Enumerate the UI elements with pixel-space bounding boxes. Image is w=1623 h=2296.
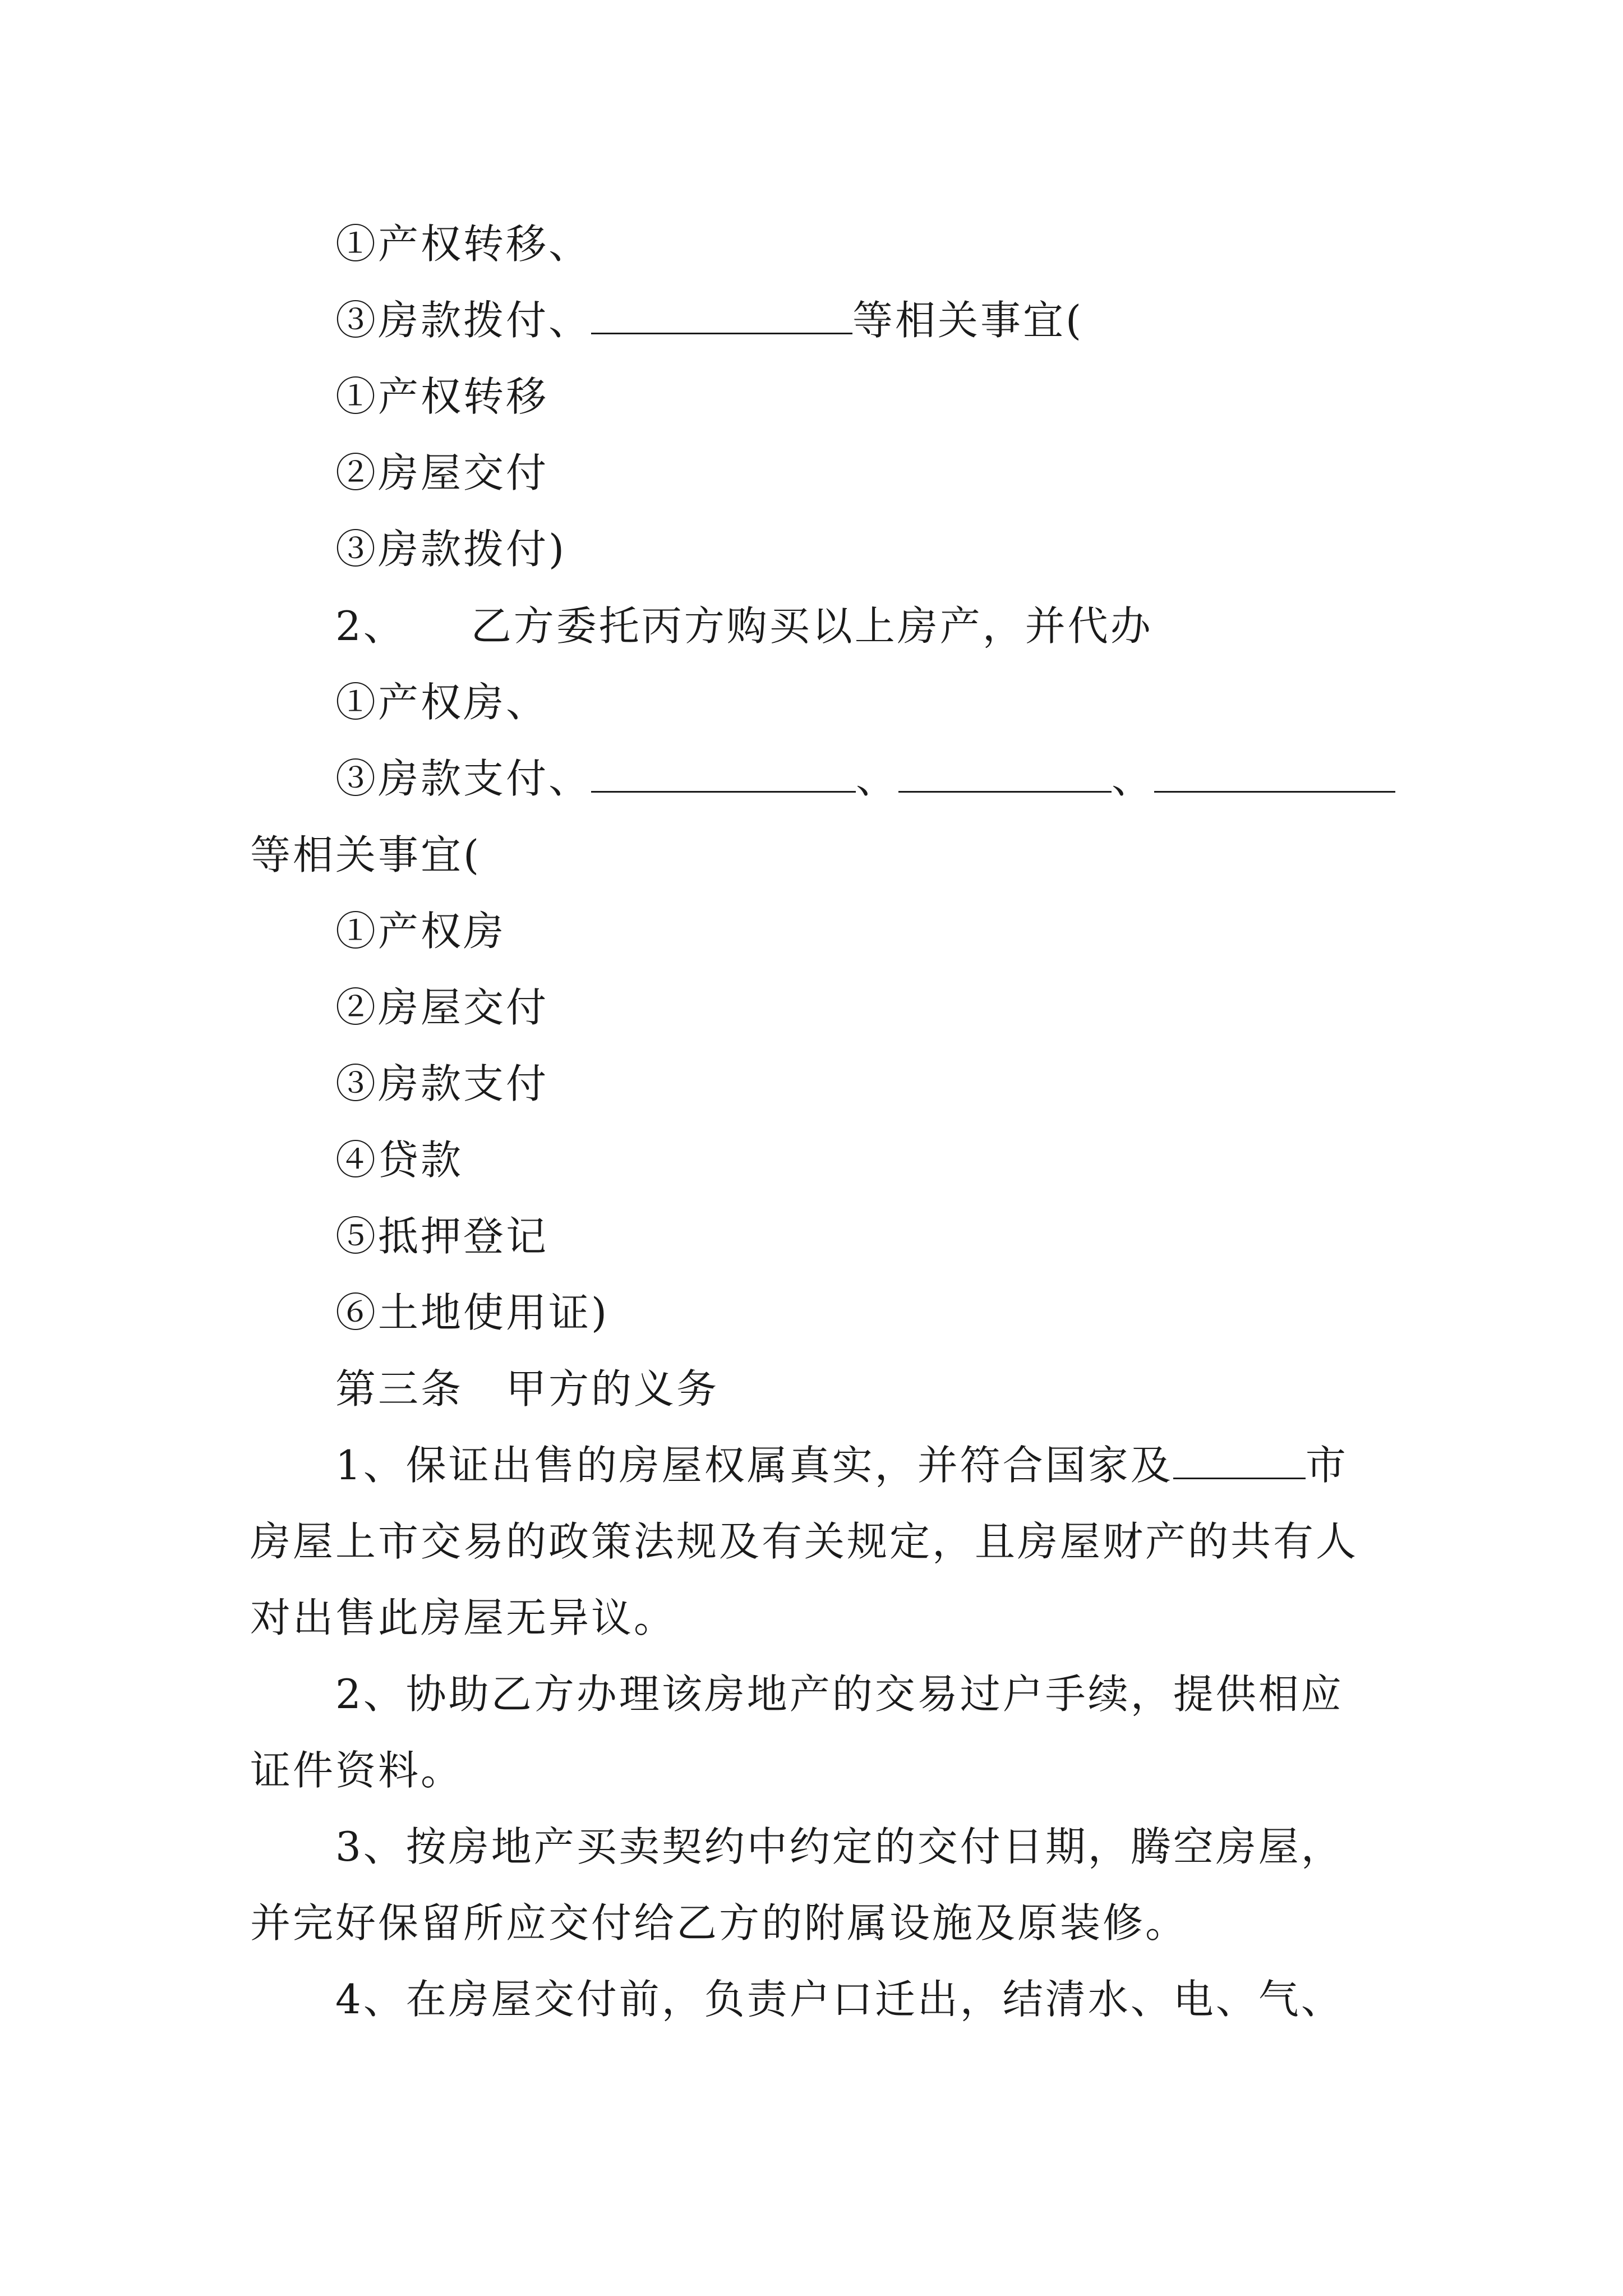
text-segment: ③房款拨付、 xyxy=(335,297,592,344)
text-line: ①产权转移 xyxy=(335,373,549,420)
text-line: 并完好保留所应交付给乙方的附属设施及原装修。 xyxy=(250,1899,1188,1947)
text-line: 对出售此房屋无异议。 xyxy=(250,1594,677,1641)
text-line: ⑥土地使用证) xyxy=(335,1289,610,1336)
text-line: 3、按房地产买卖契约中约定的交付日期，腾空房屋， xyxy=(335,1823,1344,1870)
section-heading: 第三条 甲方的义务 xyxy=(335,1365,720,1412)
text-line: 2、 乙方委托丙方购买以上房产，并代办 xyxy=(335,602,1153,650)
fill-in-blank xyxy=(1173,1471,1306,1479)
text-line: 2、协助乙方办理该房地产的交易过户手续，提供相应 xyxy=(335,1671,1344,1718)
text-line: 房屋上市交易的政策法规及有关规定，且房屋财产的共有人 xyxy=(250,1518,1359,1565)
fill-in-blank xyxy=(591,784,856,793)
text-line: ②房屋交付 xyxy=(335,449,549,496)
text-segment: 1、保证出售的房屋权属真实，并符合国家及 xyxy=(335,1442,1173,1489)
text-line-with-blank xyxy=(335,1440,1348,1490)
text-line: ②房屋交付 xyxy=(335,984,549,1031)
text-line: ③房款支付 xyxy=(335,1060,549,1107)
text-line: ①产权房 xyxy=(335,908,506,955)
text-segment: ③房款支付、 xyxy=(335,755,592,802)
text-line: 等相关事宜( xyxy=(250,831,482,878)
text-segment: 等相关事宜( xyxy=(852,297,1084,344)
text-segment: 、 xyxy=(856,755,899,802)
fill-in-blank xyxy=(898,784,1112,793)
text-line: ①产权转移、 xyxy=(335,220,592,268)
text-line: ⑤抵押登记 xyxy=(335,1213,549,1260)
text-line: 证件资料。 xyxy=(250,1747,464,1794)
text-line-with-blank xyxy=(335,295,1083,346)
text-line: ①产权房、 xyxy=(335,679,549,726)
text-line-with-blanks xyxy=(335,753,1395,804)
text-line: 4、在房屋交付前，负责户口迁出，结清水、电、气、 xyxy=(335,1976,1344,2023)
text-segment: 市 xyxy=(1305,1442,1348,1489)
text-line: ③房款拨付) xyxy=(335,526,567,573)
text-segment: 、 xyxy=(1112,755,1155,802)
text-line: ④贷款 xyxy=(335,1137,464,1184)
fill-in-blank xyxy=(591,326,852,334)
fill-in-blank xyxy=(1154,784,1395,793)
